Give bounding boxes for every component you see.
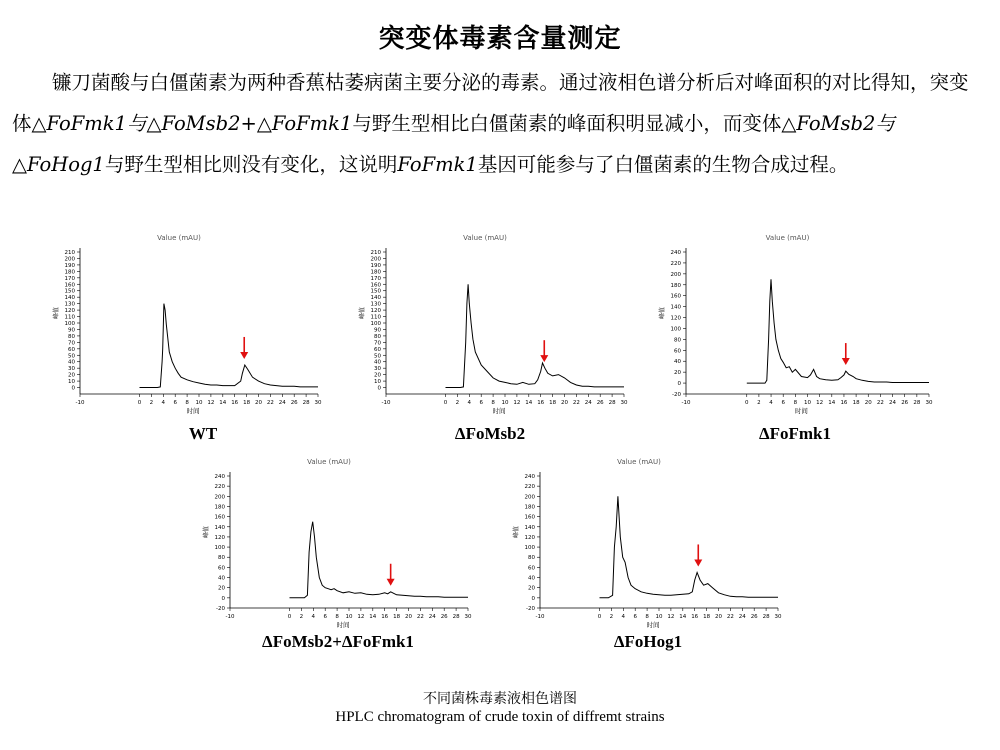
y-tick-label: 240 <box>670 250 681 256</box>
para-text-5: 与野生型相比则没有变化，这说明 <box>104 153 398 176</box>
y-tick-label: 70 <box>68 340 75 347</box>
x-tick-label: 2 <box>757 400 761 406</box>
y-tick-label: 20 <box>68 372 75 379</box>
y-tick-label: 200 <box>524 494 535 501</box>
x-tick-label: 30 <box>620 400 628 406</box>
description-paragraph <box>12 62 980 185</box>
x-tick-label: 6 <box>323 614 327 620</box>
y-tick-label: 120 <box>370 308 381 315</box>
x-tick-label: 12 <box>667 614 675 620</box>
y-axis-label: 峰值 <box>513 525 520 539</box>
y-tick-label: 170 <box>64 275 75 282</box>
y-tick-label: 240 <box>524 474 535 480</box>
chart-fofmk1 <box>656 228 941 418</box>
x-tick-label: 4 <box>311 614 316 620</box>
chart-title: Value (mAU) <box>617 458 661 466</box>
x-tick-label: 30 <box>314 400 322 406</box>
x-tick-label: 10 <box>345 614 353 620</box>
y-tick-label: 160 <box>64 282 75 289</box>
y-tick-label: 220 <box>214 484 225 491</box>
x-tick-label: 2 <box>149 400 154 406</box>
y-tick-label: 50 <box>374 353 381 360</box>
x-tick-label: 24 <box>584 400 592 406</box>
chart-fohog1 <box>510 452 790 632</box>
y-tick-label: 200 <box>64 256 75 263</box>
y-tick-label: -20 <box>526 606 535 612</box>
y-tick-label: 120 <box>214 534 225 541</box>
x-tick-label: 20 <box>255 400 262 406</box>
y-tick-label: 140 <box>670 304 681 311</box>
chromatogram-svg <box>50 228 330 418</box>
figure-caption-cn: 不同菌株毒素液相色谱图 <box>423 691 577 707</box>
x-tick-label: 0 <box>745 400 749 406</box>
y-tick-label: 30 <box>68 366 75 373</box>
y-axis-label: 峰值 <box>53 306 60 320</box>
y-tick-label: 130 <box>370 301 381 308</box>
x-tick-label: 28 <box>452 614 460 620</box>
y-tick-label: 140 <box>214 524 225 531</box>
y-tick-label: 0 <box>377 385 381 392</box>
y-tick-label: 180 <box>214 504 225 511</box>
x-tick-label: 12 <box>207 400 215 406</box>
y-tick-label: 160 <box>670 293 681 300</box>
x-tick-label: 2 <box>609 614 614 620</box>
x-tick-label: 26 <box>596 400 604 406</box>
gene-fofmk1-name: FoFmk1 <box>397 153 478 176</box>
chromatogram-svg <box>510 452 790 632</box>
x-tick-label: 12 <box>357 614 365 620</box>
x-tick-label: 12 <box>816 400 824 406</box>
x-tick-label: 24 <box>889 400 897 406</box>
gene-fomsb2-fofmk1: △FoMsb2+△FoFmk1 <box>146 112 353 135</box>
x-tick-label: -10 <box>225 614 235 620</box>
chromatogram-svg <box>656 228 941 418</box>
y-tick-label: 100 <box>214 545 225 552</box>
y-tick-label: 120 <box>64 308 75 315</box>
x-tick-label: 24 <box>738 614 746 620</box>
x-tick-label: 8 <box>185 400 189 406</box>
x-axis-label: 时间 <box>186 407 200 415</box>
y-tick-label: 20 <box>674 370 681 377</box>
x-tick-label: -10 <box>75 400 85 406</box>
y-tick-label: -20 <box>216 606 225 612</box>
y-tick-label: 80 <box>674 337 681 344</box>
y-tick-label: -20 <box>672 392 681 398</box>
x-tick-label: 28 <box>913 400 921 406</box>
x-tick-label: 10 <box>195 400 203 406</box>
chromatogram-trace <box>446 284 625 387</box>
y-tick-label: 210 <box>64 250 75 256</box>
chart-fomsb2-fofmk1 <box>200 452 480 632</box>
chart-wt <box>50 228 330 418</box>
x-tick-label: 2 <box>299 614 304 620</box>
y-tick-label: 60 <box>528 565 535 572</box>
y-tick-label: 60 <box>68 346 75 353</box>
chromatogram-trace <box>600 496 779 598</box>
x-tick-label: 26 <box>901 400 909 406</box>
para-text-6: 基因可能参与了白僵菌素的生物合成过程。 <box>477 153 849 176</box>
x-tick-label: 4 <box>161 400 166 406</box>
x-tick-label: 10 <box>655 614 663 620</box>
x-tick-label: 20 <box>561 400 568 406</box>
y-tick-label: 160 <box>370 282 381 289</box>
x-tick-label: 22 <box>416 614 424 620</box>
y-tick-label: 140 <box>524 524 535 531</box>
x-tick-label: 18 <box>852 400 860 406</box>
chart-fomsb2 <box>356 228 636 418</box>
y-tick-label: 140 <box>370 295 381 302</box>
y-tick-label: 100 <box>64 321 75 327</box>
x-tick-label: 18 <box>393 614 401 620</box>
y-axis-label: 峰值 <box>203 525 210 539</box>
y-tick-label: 110 <box>370 314 381 321</box>
para-text-3: 与野生型相比白僵菌素的峰面积明显减小，而变体 <box>352 112 782 135</box>
x-tick-label: 18 <box>549 400 557 406</box>
y-tick-label: 40 <box>218 575 225 582</box>
para-text-2: 与 <box>126 112 147 135</box>
y-tick-label: 10 <box>68 379 75 386</box>
strain-label-wt: WT <box>188 424 218 443</box>
y-tick-label: 90 <box>68 327 75 334</box>
figure-caption-en: HPLC chromatogram of crude toxin of diffremt strains <box>335 709 665 725</box>
x-tick-label: 30 <box>464 614 472 620</box>
x-tick-label: 14 <box>219 400 227 406</box>
chromatogram-trace <box>747 279 929 383</box>
y-tick-label: 220 <box>524 484 535 491</box>
x-tick-label: 4 <box>467 400 472 406</box>
y-tick-label: 210 <box>370 250 381 256</box>
y-tick-label: 0 <box>71 385 75 392</box>
y-tick-label: 60 <box>374 346 381 353</box>
x-tick-label: 26 <box>440 614 448 620</box>
x-tick-label: 0 <box>137 400 142 406</box>
x-tick-label: 8 <box>645 614 649 620</box>
peak-arrow-head <box>540 355 548 362</box>
y-tick-label: 160 <box>214 514 225 521</box>
y-tick-label: 60 <box>674 348 681 355</box>
strain-label-fomsb2-fofmk1: ΔFoMsb2+ΔFoFmk1 <box>262 632 414 651</box>
y-tick-label: 240 <box>214 474 225 480</box>
x-tick-label: 4 <box>769 400 773 406</box>
peak-arrow-head <box>240 352 248 359</box>
y-tick-label: 10 <box>374 379 381 386</box>
x-tick-label: 6 <box>781 400 785 406</box>
y-axis-label: 峰值 <box>359 306 366 320</box>
x-tick-label: 26 <box>290 400 298 406</box>
x-tick-label: 26 <box>750 614 758 620</box>
y-tick-label: 0 <box>531 595 535 602</box>
x-tick-label: -10 <box>535 614 545 620</box>
gene-fofmk1: △FoFmk1 <box>31 112 127 135</box>
y-tick-label: 120 <box>670 315 681 322</box>
x-tick-label: 18 <box>243 400 251 406</box>
peak-arrow-head <box>694 559 702 566</box>
y-tick-label: 30 <box>374 366 381 373</box>
y-tick-label: 180 <box>670 282 681 289</box>
x-tick-label: 16 <box>840 400 848 406</box>
x-tick-label: 16 <box>691 614 699 620</box>
y-tick-label: 40 <box>674 359 681 366</box>
x-tick-label: 18 <box>703 614 711 620</box>
x-axis-label: 时间 <box>492 407 506 415</box>
chart-title: Value (mAU) <box>307 458 351 466</box>
chromatogram-trace <box>290 522 469 598</box>
strain-label-fomsb2: ΔFoMsb2 <box>454 424 526 443</box>
chromatogram-svg <box>200 452 480 632</box>
x-tick-label: 12 <box>513 400 521 406</box>
y-tick-label: 100 <box>670 326 681 333</box>
x-tick-label: 30 <box>774 614 782 620</box>
y-tick-label: 70 <box>374 340 381 347</box>
x-tick-label: 24 <box>428 614 436 620</box>
x-tick-label: 22 <box>266 400 274 406</box>
y-tick-label: 150 <box>64 288 75 295</box>
y-tick-label: 50 <box>68 353 75 360</box>
y-tick-label: 140 <box>64 295 75 302</box>
y-tick-label: 0 <box>677 381 681 388</box>
y-tick-label: 200 <box>370 256 381 263</box>
y-tick-label: 200 <box>670 271 681 278</box>
x-tick-label: 20 <box>864 400 872 406</box>
x-tick-label: 6 <box>633 614 637 620</box>
x-tick-label: 28 <box>302 400 310 406</box>
gene-fohog1: △FoHog1 <box>12 153 105 176</box>
x-tick-label: 16 <box>231 400 239 406</box>
y-tick-label: 40 <box>68 359 75 366</box>
chart-title: Value (mAU) <box>765 234 810 242</box>
x-tick-label: 22 <box>726 614 734 620</box>
x-tick-label: 30 <box>925 400 933 406</box>
x-tick-label: -10 <box>381 400 391 406</box>
y-tick-label: 180 <box>524 504 535 511</box>
x-axis-label: 时间 <box>336 621 350 629</box>
x-tick-label: 28 <box>608 400 616 406</box>
y-tick-label: 80 <box>218 555 225 562</box>
y-tick-label: 220 <box>670 260 681 267</box>
x-tick-label: 20 <box>715 614 722 620</box>
x-tick-label: 10 <box>804 400 811 406</box>
y-tick-label: 130 <box>64 301 75 308</box>
peak-arrow-head <box>387 579 395 586</box>
y-tick-label: 20 <box>528 585 535 592</box>
x-tick-label: 20 <box>405 614 412 620</box>
y-tick-label: 80 <box>374 333 381 340</box>
x-axis-label: 时间 <box>794 407 808 415</box>
x-tick-label: 0 <box>287 614 292 620</box>
x-tick-label: 22 <box>876 400 884 406</box>
x-tick-label: 6 <box>173 400 177 406</box>
x-axis-label: 时间 <box>646 621 660 629</box>
y-tick-label: 100 <box>524 545 535 552</box>
x-tick-label: -10 <box>681 400 691 406</box>
x-tick-label: 14 <box>369 614 377 620</box>
chromatogram-svg <box>356 228 636 418</box>
x-tick-label: 8 <box>793 400 798 406</box>
y-tick-label: 80 <box>68 333 75 340</box>
x-tick-label: 24 <box>278 400 286 406</box>
x-tick-label: 8 <box>335 614 339 620</box>
x-tick-label: 8 <box>491 400 495 406</box>
y-tick-label: 80 <box>528 555 535 562</box>
y-tick-label: 150 <box>370 288 381 295</box>
para-text-1: 镰刀菌酸与白僵菌素为两种香蕉枯萎病菌主要分泌的毒素。通过液相色谱分析后对峰面积的对比得知，突变体 <box>12 71 969 135</box>
y-tick-label: 120 <box>524 534 535 541</box>
x-tick-label: 14 <box>828 400 836 406</box>
y-tick-label: 40 <box>374 359 381 366</box>
y-tick-label: 60 <box>218 565 225 572</box>
y-tick-label: 100 <box>370 321 381 327</box>
x-tick-label: 6 <box>479 400 483 406</box>
x-tick-label: 14 <box>525 400 533 406</box>
gene-fomsb2: △FoMsb2 <box>781 112 876 135</box>
strain-label-fohog1: ΔFoHog1 <box>613 632 683 651</box>
x-tick-label: 0 <box>597 614 602 620</box>
para-text-4: 与 <box>875 112 895 135</box>
y-tick-label: 20 <box>218 585 225 592</box>
chart-title: Value (mAU) <box>157 234 201 242</box>
y-tick-label: 200 <box>214 494 225 501</box>
x-tick-label: 16 <box>381 614 389 620</box>
peak-arrow-head <box>842 358 850 365</box>
y-tick-label: 190 <box>64 262 75 269</box>
x-tick-label: 28 <box>762 614 770 620</box>
x-tick-label: 14 <box>679 614 687 620</box>
x-tick-label: 2 <box>455 400 460 406</box>
x-tick-label: 22 <box>572 400 580 406</box>
chromatogram-trace <box>140 304 319 388</box>
y-tick-label: 40 <box>528 575 535 582</box>
y-tick-label: 180 <box>370 269 381 276</box>
y-tick-label: 110 <box>64 314 75 321</box>
y-axis-label: 峰值 <box>659 306 666 320</box>
y-tick-label: 190 <box>370 262 381 269</box>
x-tick-label: 16 <box>537 400 545 406</box>
y-tick-label: 90 <box>374 327 381 334</box>
strain-label-fofmk1: ΔFoFmk1 <box>758 424 832 443</box>
chart-title: Value (mAU) <box>463 234 507 242</box>
y-tick-label: 20 <box>374 372 381 379</box>
x-tick-label: 4 <box>621 614 626 620</box>
x-tick-label: 10 <box>501 400 509 406</box>
x-tick-label: 0 <box>443 400 448 406</box>
y-tick-label: 170 <box>370 275 381 282</box>
page-title: 突变体毒素含量测定 <box>378 24 622 54</box>
y-tick-label: 160 <box>524 514 535 521</box>
y-tick-label: 180 <box>64 269 75 276</box>
y-tick-label: 0 <box>221 595 225 602</box>
